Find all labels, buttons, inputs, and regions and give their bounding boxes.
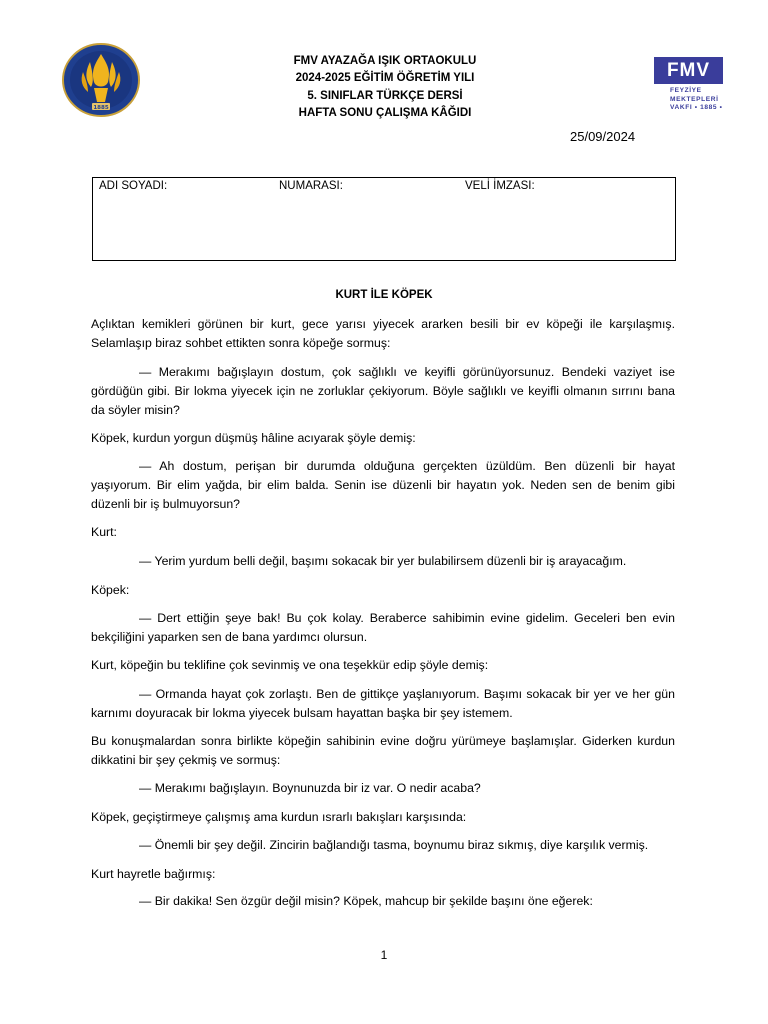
story-paragraph: Kurt, köpeğin bu teklifine çok sevinmiş ve ona teşekkür edip şöyle demiş:: [91, 658, 489, 672]
story-paragraph: Kurt:: [91, 525, 117, 539]
story-paragraph: Köpek, kurdun yorgun düşmüş hâline acıyarak şöyle demiş:: [91, 431, 416, 445]
number-field-label: NUMARASI:: [279, 180, 343, 192]
story-paragraph: — Bir dakika! Sen özgür değil misin? Köpek, mahcup bir şekilde başını öne eğerek:: [139, 894, 593, 908]
torch-emblem-icon: [61, 42, 141, 118]
story-paragraph: — Yerim yurdum belli değil, başımı sokacak bir yer bulabilirsem düzenli bir iş arayacağım.: [139, 554, 627, 568]
story-paragraph: — Önemli bir şey değil. Zincirin bağlandığı tasma, boynumu biraz sıkmış, diye karşılık vermiş.: [139, 838, 649, 852]
page-number: 1: [380, 948, 388, 962]
story-paragraph: — Ah dostum, perişan bir durumda olduğuna gerçekten üzüldüm. Ben düzenli bir hayat yaşıyorum. Bir elim yağda, bir elim balda. Senin ise düzenli bir hayatın yok. Neden sen de benim gibi düzenli bir iş bulmuyorsun?: [91, 459, 675, 511]
name-field-label: ADI SOYADI:: [99, 180, 168, 192]
story-paragraph: — Ormanda hayat çok zorlaştı. Ben de gittikçe yaşlanıyorum. Başımı sokacak bir yer ve her gün karnımı doyuracak bir lokma yiyecek bulsam hayattan başka bir şey istemem.: [91, 687, 675, 720]
header-titles: [220, 53, 550, 122]
academic-year: 2024-2025 EĞİTİM ÖĞRETİM YILI: [295, 72, 475, 85]
story-paragraph: Bu konuşmalardan sonra birlikte köpeğin sahibinin evine doğru yürümeye başlamışlar. Giderken kurdun dikkatini bir şey çekmiş ve sormuş:: [91, 734, 675, 767]
fmv-subtitle-line3: VAKFI • 1885 •: [670, 104, 723, 112]
story-paragraph: — Dert ettiğin şeye bak! Bu çok kolay. Beraberce sahibimin evine gidelim. Geceleri ben evin bekçiliğini yaparken sen de bana yardımcı olursun.: [91, 611, 675, 644]
student-info-box: [92, 177, 676, 261]
story-title: KURT İLE KÖPEK: [335, 289, 433, 301]
story-paragraph: Köpek, geçiştirmeye çalışmış ama kurdun ısrarlı bakışları karşısında:: [91, 810, 467, 824]
school-emblem-logo: [61, 42, 141, 118]
story-paragraph: Açlıktan kemikleri görünen bir kurt, gece yarısı yiyecek ararken besili bir ev köpeği ile karşılaşmış. Selamlaşıp biraz sohbet ettikten sonra köpeğe sormuş:: [91, 317, 675, 350]
fmv-subtitle-line1: FEYZİYE: [670, 87, 702, 94]
fmv-subtitle: [670, 87, 722, 113]
worksheet-date: 25/09/2024: [570, 129, 636, 144]
emblem-year-text: 1885: [93, 105, 109, 111]
story-paragraph: — Merakımı bağışlayın. Boynunuzda bir iz var. O nedir acaba?: [139, 781, 481, 795]
school-name: FMV AYAZAĞA IŞIK ORTAOKULU: [293, 55, 477, 67]
story-paragraph: Kurt hayretle bağırmış:: [91, 867, 216, 881]
story-paragraph: — Merakımı bağışlayın dostum, çok sağlıklı ve keyifli görünüyorsunuz. Bendeki vaziyet ise gördüğün gibi. Bir lokma yiyecek için ne zorluklar çekiyorum. Böyle sağlıklı ve keyifli olmanın sırrını bana da söyler misin?: [91, 365, 675, 417]
sheet-title: HAFTA SONU ÇALIŞMA KÂĞIDI: [298, 106, 472, 119]
story-paragraph: Köpek:: [91, 583, 130, 597]
fmv-subtitle-line2: MEKTEPLERİ: [670, 95, 719, 103]
fmv-wordmark: FMV: [654, 57, 723, 84]
course-title: 5. SINIFLAR TÜRKÇE DERSİ: [307, 89, 463, 102]
fmv-logo: [654, 57, 726, 119]
parent-signature-label: VELİ İMZASI:: [465, 180, 535, 192]
